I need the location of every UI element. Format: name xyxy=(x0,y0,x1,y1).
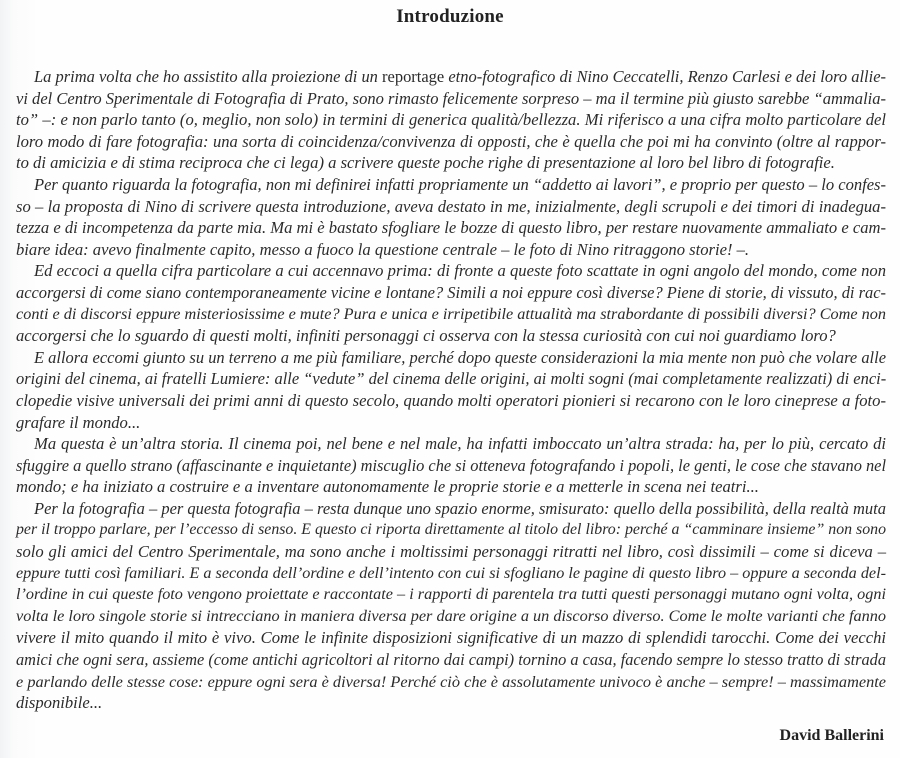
text-line: vi del Centro Sperimentale di Fotografia di Prato, sono rimasto felicemente sorpreso – ma il termine più giusto sarebbe “ammalia- xyxy=(16,88,886,108)
text-line: Ed eccoci a quella cifra particolare a cui accennavo prima: di fronte a queste foto scattate in ogni angolo del mondo, come non xyxy=(34,261,886,281)
text-line: accorgersi di come siano contemporaneamente vicine e lontane? Simili a noi eppure così diverse? Piene di storie, di vissuto, di rac- xyxy=(16,282,886,302)
page-title: Introduzione xyxy=(396,6,504,27)
text-line xyxy=(16,66,886,88)
text-line: Per quanto riguarda la fotografia, non mi definirei infatti propriamente un “addetto ai lavori”, e proprio per questo – lo confes- xyxy=(34,174,886,194)
text-line: vivere il mito quando il mito è vivo. Come le infinite disposizioni significative di un mazzo di splendidi tarocchi. Come dei vecchi xyxy=(16,628,886,648)
text-italic: etno-fotografico di Nino Ceccatelli, Renzo Carlesi e dei loro allie- xyxy=(444,67,886,86)
text-line: clopedie visive universali dei primi anni di questo secolo, quando molti operatori pionieri si recarono con le loro cineprese a foto- xyxy=(16,390,886,410)
text-line: Per la fotografia – per questa fotografia – resta dunque uno spazio enorme, smisurato: quello della possibilità, della realtà muta xyxy=(34,498,886,518)
text-line: to di amicizia e di stima reciproca che ci lega) a scrivere queste poche righe di presentazione al loro bel libro di fotografie. xyxy=(16,153,835,173)
text-line: loro modo di fare fotografia: una sorta di coincidenza/convivenza di opposti, che è quella che poi mi ha convinto (oltre al rappor- xyxy=(16,131,886,151)
text-line: per il troppo parlare, per l’eccesso di senso. E questo ci riporta direttamente al titolo del libro: perché a “camminare insieme” non sono xyxy=(16,521,886,539)
text-line: Ma questa è un’altra storia. Il cinema poi, nel bene e nel male, ha infatti imboccato un’altra strada: ha, per lo più, cercato di xyxy=(34,434,886,454)
text-line: tezza e di incompetenza da parte mia. Ma mi è bastato sfogliare le bozze di questo libro, per restare nuovamente ammaliato e cam- xyxy=(16,218,886,238)
text-line: l’ordine in cui queste foto vengono proiettate e raccontate – i rapporti di parentela tra tutti questi personaggi mutano ogni volta, ogni xyxy=(16,585,886,604)
text-line: eppure tutti così familiari. E a seconda dell’ordine e dell’intento con cui si sfogliano le pagine di questo libro – oppure a seconda del- xyxy=(16,563,886,582)
text-roman: reportage xyxy=(382,67,445,86)
text-line: mondo; e ha iniziato a costruire e a inventare autonomamente le proprie storie e a metterle in scena nei teatri... xyxy=(16,477,759,497)
text-line: solo gli amici del Centro Sperimentale, ma sono anche i moltissimi personaggi ritratti nel libro, così dissimili – come si diceva – xyxy=(16,542,886,562)
text-line: volta le loro singole storie si intrecciano in maniera diversa per dare origine a un discorso diverso. Come le molte varianti che fanno xyxy=(16,606,886,625)
text-line: origini del cinema, ai fratelli Lumiere: alle “vedute” del cinema delle origini, ai molti sogni (mai completamente realizzati) di enci- xyxy=(16,369,887,389)
author-signature: David Ballerini xyxy=(779,727,884,744)
text-line: sfuggire a quello strano (affascinante e inquietante) miscuglio che si otteneva fotografando i popoli, le genti, le cose che stavano nel xyxy=(16,455,886,475)
text-line: e parlando delle stesse cose: eppure ogni sera è diversa! Perché ciò che è assolutamente univoco è anche – sempre! – massimamente xyxy=(16,671,886,691)
text-line: amici che ogni sera, assieme (come antichi agricoltori al ritorno dai campi) tornino a casa, facendo sempre lo stesso tratto di strada xyxy=(16,650,886,670)
text-line: grafare il mondo... xyxy=(16,412,141,432)
text-line: to” –: e non parlo tanto (o, meglio, non solo) in termini di generica qualità/bellezza. Mi riferisco a una cifra molto particolare del xyxy=(16,110,886,130)
text-line: E allora eccomi giunto su un terreno a me più familiare, perché dopo queste considerazioni la mia mente non può che volare alle xyxy=(34,347,886,367)
text-line: disponibile... xyxy=(16,693,103,713)
text-italic: La prima volta che ho assistito alla proiezione di un xyxy=(34,67,383,86)
text-line: biare idea: avevo finalmente capito, messo a fuoco la questione centrale – le foto di Nino ritraggono storie! –. xyxy=(16,239,750,259)
text-line: so – la proposta di Nino di scrivere questa introduzione, aveva destato in me, inizialmente, degli scrupoli e dei timori di inadegua- xyxy=(16,196,886,216)
text-line: conti e di discorsi eppure misteriosissime e mute? Pura e unica e irripetibile attualità ma strabordante di possibili diversi? Come non xyxy=(16,304,886,323)
text-line: accorgersi che lo sguardo di questi molti, infiniti personaggi ci osserva con la stessa curiosità con cui noi guardiamo loro? xyxy=(16,326,836,346)
introduction-body xyxy=(16,66,886,714)
